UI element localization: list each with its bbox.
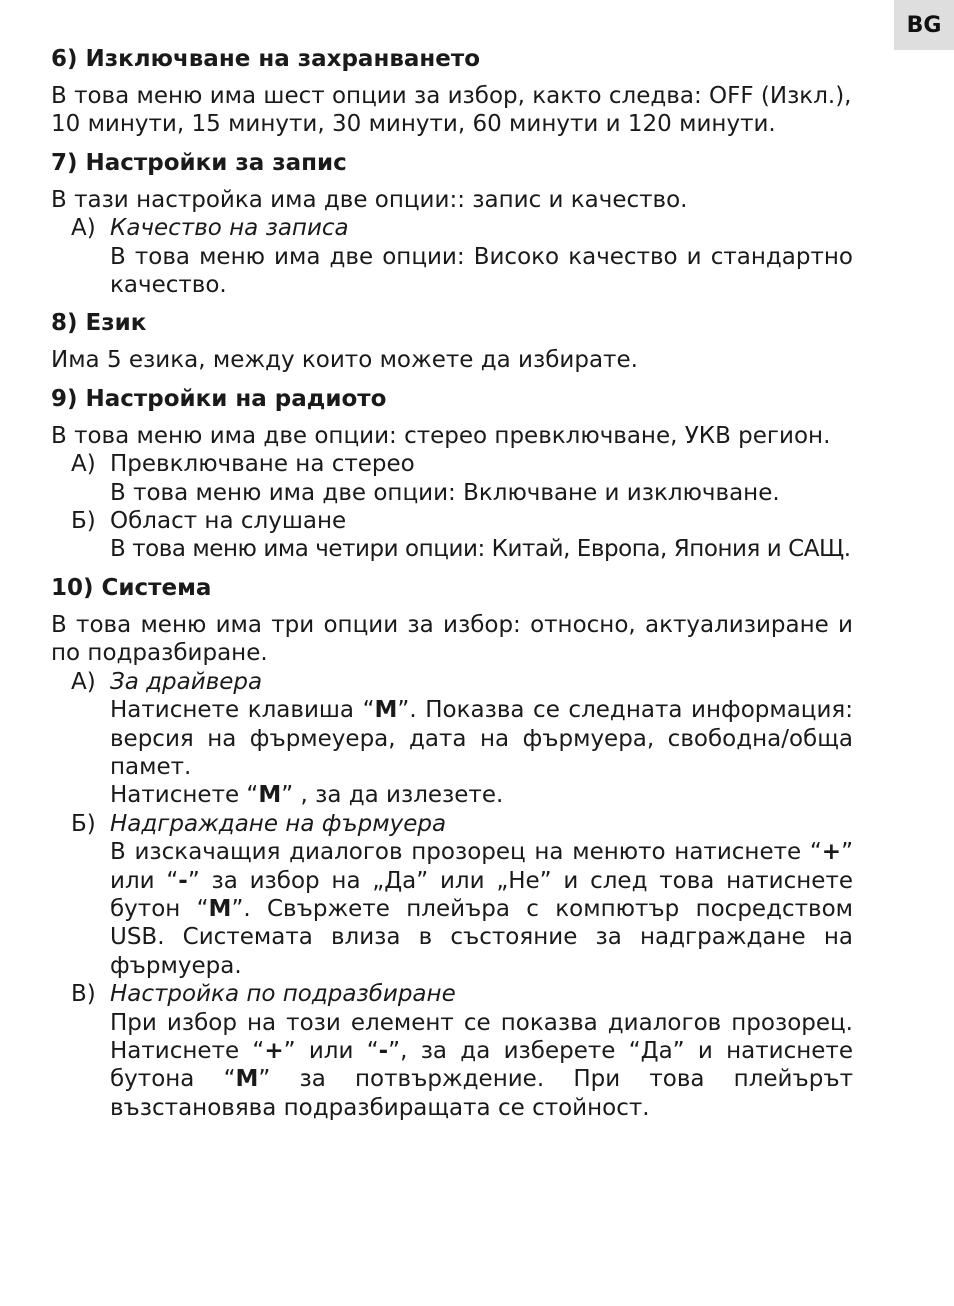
list-item: [51, 450, 853, 507]
paragraph: В това меню има три опции за избор: относно, актуализиране и по подразбиране.: [51, 611, 853, 667]
key-m: M: [258, 782, 282, 809]
item-title: Качество на записа: [110, 215, 349, 242]
section-power-off: [51, 44, 853, 139]
paragraph: В изскачащия диалогов прозорец на менюто натиснете “+” или “-” за избор на „Да” или „Не” и след това натиснете бутон “M”. Свържете плейъра с компютър посредством USB. Системата влиза в състояние за надграждане на фърмуера.: [110, 839, 853, 979]
paragraph: При избор на този елемент се показва диалогов прозорец. Натиснете “+” или “-”, за да изберете “Да” и натиснете бутона “M” за потвърждение. При това плейърът възстановява подразбиращата се стойност.: [110, 1009, 853, 1121]
list-item: [51, 980, 853, 1122]
key-plus: +: [821, 839, 842, 866]
paragraph: Натиснете “M” , за да излезете.: [110, 782, 504, 809]
list-marker: А): [71, 668, 96, 695]
paragraph: Има 5 езика, между които можете да избирате.: [51, 347, 638, 374]
paragraph: В тази настройка има две опции:: запис и качество.: [51, 186, 688, 213]
key-plus: +: [264, 1037, 284, 1064]
paragraph: В това меню има четири опции: Китай, Европа, Япония и САЩ.: [110, 536, 851, 563]
section-title: 6) Изключване на захранването: [51, 46, 481, 72]
paragraph: В това меню има две опции: стерео превключване, УКВ регион.: [51, 422, 831, 449]
item-title: Надграждане на фърмуера: [110, 810, 447, 837]
section-title: 9) Настройки на радиото: [51, 385, 387, 412]
paragraph: 10 минути, 15 минути, 30 минути, 60 минути и 120 минути.: [51, 111, 776, 138]
section-language: [51, 308, 853, 374]
list-item: [51, 507, 853, 564]
paragraph: В това меню има две опции: Високо качество и стандартно качество.: [110, 243, 853, 299]
item-title: За драйвера: [110, 668, 263, 695]
item-title: Област на слушане: [110, 508, 347, 535]
list-item: [51, 668, 853, 810]
list-marker: А): [71, 215, 96, 242]
section-system: [51, 573, 853, 1122]
manual-content: [51, 44, 853, 1131]
item-title: Настройка по подразбиране: [110, 981, 456, 1008]
paragraph: В това меню има две опции: Включване и изключване.: [110, 479, 780, 506]
key-m: M: [208, 895, 232, 922]
list-item: [51, 214, 853, 299]
list-item: [51, 810, 853, 980]
section-radio-settings: [51, 384, 853, 564]
language-tab: BG: [894, 0, 954, 50]
paragraph: Натиснете клавиша “M”. Показва се следната информация: версия на фърмеуера, дата на фърмуера, свободна/обща памет.: [110, 697, 853, 780]
paragraph: В това меню има шест опции за избор, както следва: OFF (Изкл.),: [51, 83, 852, 109]
item-title: Превключване на стерео: [110, 451, 415, 478]
key-minus: -: [178, 867, 188, 894]
list-marker: А): [71, 451, 96, 478]
section-record-settings: [51, 148, 853, 300]
section-title: 7) Настройки за запис: [51, 149, 347, 176]
key-m: M: [235, 1066, 259, 1093]
list-marker: В): [71, 981, 96, 1008]
section-title: 10) Система: [51, 574, 212, 601]
key-minus: -: [378, 1037, 389, 1064]
list-marker: Б): [71, 810, 96, 837]
list-marker: Б): [71, 508, 96, 535]
key-m: M: [374, 697, 398, 724]
section-title: 8) Език: [51, 310, 147, 337]
